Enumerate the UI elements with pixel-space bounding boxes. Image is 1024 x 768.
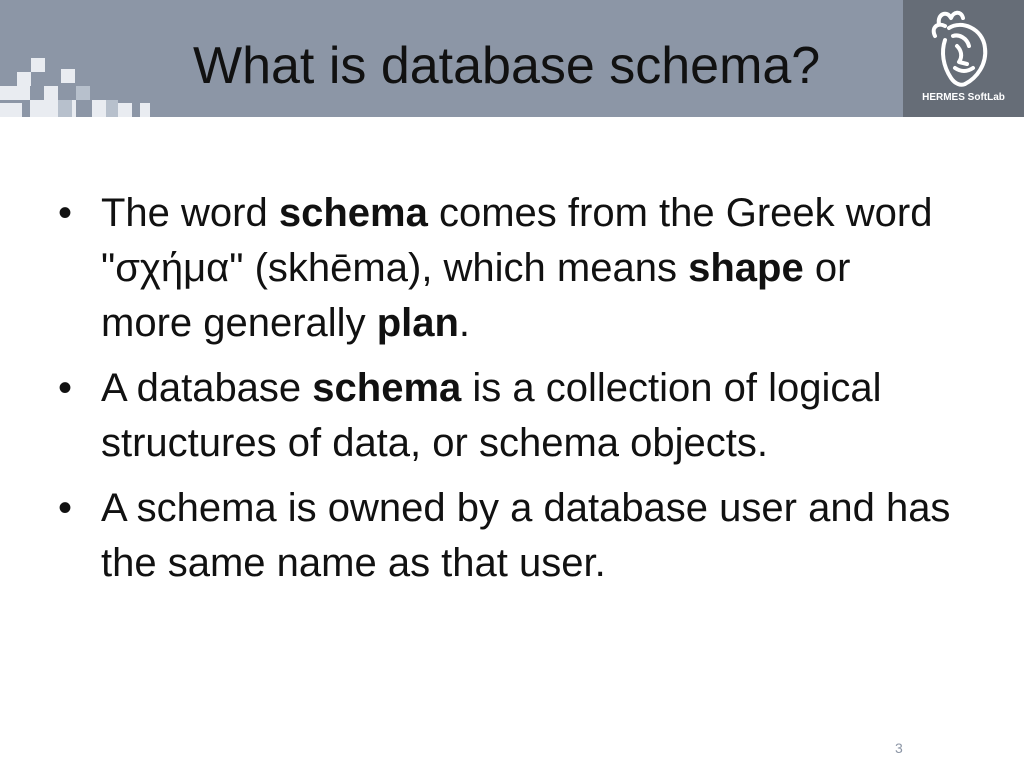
- bold-term: schema: [312, 366, 462, 410]
- page-title: What is database schema?: [193, 37, 821, 95]
- bullet-text: or more generally: [101, 246, 851, 345]
- bullet-text: comes from the Greek word "σχήμα" (skhēma), which means: [101, 191, 933, 290]
- page-number: 3: [895, 740, 903, 756]
- bold-term: schema: [278, 191, 428, 235]
- bullet-item: [58, 361, 901, 471]
- bullet-dot-icon: •: [58, 191, 73, 235]
- pixel-decoration-icon: [0, 0, 200, 117]
- bold-term: shape: [688, 246, 804, 290]
- bullet-item: [58, 481, 951, 591]
- bullet-text: is a collection of logical structures of data, or schema objects.: [101, 366, 882, 465]
- bullet-dot-icon: •: [58, 486, 73, 530]
- bullet-text: A database: [101, 366, 313, 410]
- bold-term: plan: [376, 301, 459, 345]
- bullet-text: The word: [101, 191, 279, 235]
- logo-label: HERMES SoftLab: [922, 92, 1005, 103]
- bullet-dot-icon: •: [58, 366, 73, 410]
- bullet-text: A schema is owned by a database user and has the same name as that user.: [101, 486, 951, 585]
- bullet-text: .: [458, 301, 471, 345]
- bullet-item: [58, 186, 951, 351]
- header-band: [0, 0, 903, 117]
- hermes-head-logo-icon: [927, 6, 999, 90]
- bullet-list: [58, 186, 958, 601]
- logo-block: [903, 0, 1024, 117]
